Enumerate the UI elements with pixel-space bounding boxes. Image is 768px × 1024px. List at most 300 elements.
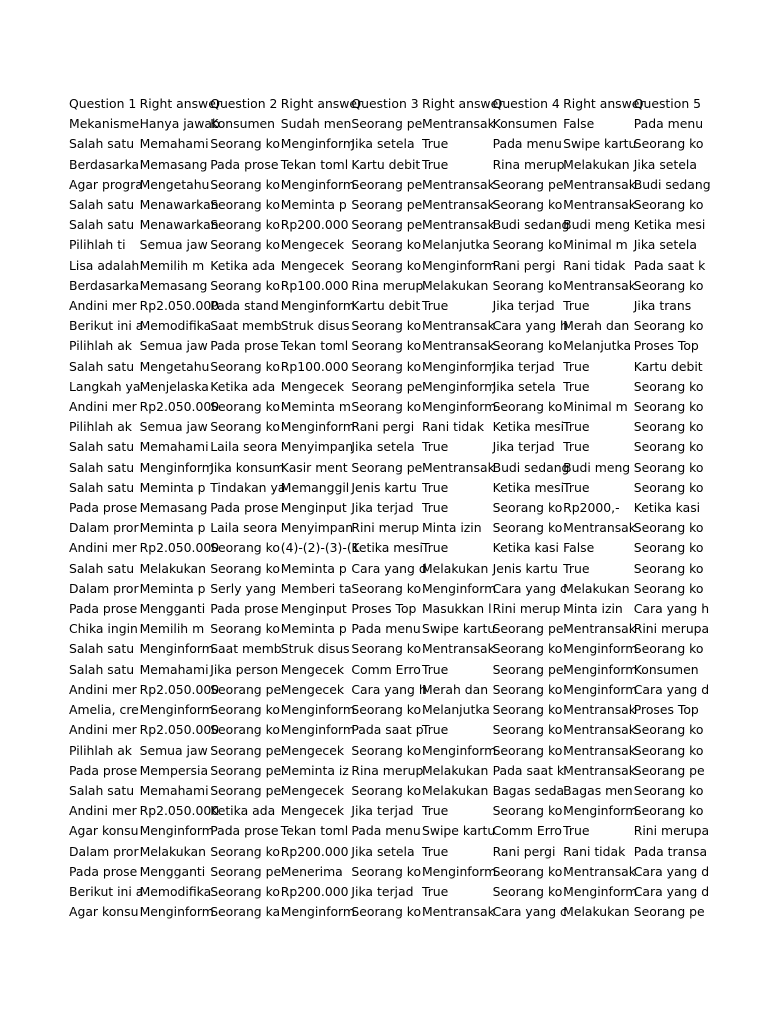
- table-cell[interactable]: Mentransak: [563, 702, 636, 718]
- table-cell[interactable]: Melakukan: [139, 843, 206, 859]
- table-cell[interactable]: Mengecek: [280, 661, 345, 677]
- table-cell[interactable]: Meminta p: [280, 197, 347, 213]
- table-cell[interactable]: Mempersia: [139, 762, 209, 778]
- table-cell[interactable]: Tekan toml: [280, 823, 349, 839]
- table-cell[interactable]: Menawarkan: [139, 217, 219, 233]
- table-cell[interactable]: Pada saat k: [633, 257, 706, 273]
- table-cell[interactable]: Mentransak: [421, 176, 495, 192]
- table-cell[interactable]: Menginform: [421, 863, 497, 879]
- table-cell[interactable]: Seorang ko: [633, 318, 704, 334]
- table-cell[interactable]: Tekan toml: [280, 156, 349, 172]
- table-cell[interactable]: Memodifika: [139, 883, 212, 899]
- table-cell[interactable]: Andini mer: [69, 399, 137, 415]
- table-cell[interactable]: Rp200.000: [280, 843, 349, 859]
- table-cell[interactable]: Salah satu: [69, 560, 135, 576]
- table-cell[interactable]: Ketika kasi: [633, 500, 701, 516]
- table-cell[interactable]: Swipe kartu: [563, 136, 637, 152]
- table-cell[interactable]: Ketika ada: [210, 257, 276, 273]
- table-cell[interactable]: Memberi ta: [280, 580, 352, 596]
- table-cell[interactable]: Menerima: [280, 863, 343, 879]
- table-cell[interactable]: Seorang ko: [210, 197, 280, 213]
- table-cell[interactable]: Seorang ka: [210, 904, 281, 920]
- header-cell[interactable]: Question 1: [69, 96, 137, 111]
- table-cell[interactable]: Swipe kartu: [421, 621, 496, 637]
- table-cell[interactable]: Memahami: [139, 782, 209, 798]
- table-cell[interactable]: Seorang ko: [633, 742, 704, 758]
- table-cell[interactable]: Konsumen: [492, 116, 558, 132]
- table-cell[interactable]: Rani tidak: [563, 257, 626, 273]
- table-cell[interactable]: Seorang pe: [210, 863, 282, 879]
- table-cell[interactable]: Seorang ko: [492, 641, 563, 657]
- table-cell[interactable]: Memasang: [139, 277, 208, 293]
- table-cell[interactable]: Cara yang h: [633, 601, 710, 617]
- table-cell[interactable]: Pada prose: [69, 500, 138, 516]
- table-cell[interactable]: Salah satu: [69, 358, 135, 374]
- table-cell[interactable]: Pada menu: [351, 621, 421, 637]
- table-cell[interactable]: Cara yang h: [492, 318, 568, 334]
- table-cell[interactable]: Seorang ko: [633, 459, 704, 475]
- table-cell[interactable]: Mengecek: [280, 257, 345, 273]
- table-cell[interactable]: Jika terjad: [492, 298, 555, 314]
- table-cell[interactable]: True: [563, 378, 590, 394]
- table-cell[interactable]: Menginput: [280, 500, 347, 516]
- table-cell[interactable]: Amelia, cre: [69, 702, 139, 718]
- table-cell[interactable]: Pada prose: [210, 601, 279, 617]
- table-cell[interactable]: True: [421, 843, 449, 859]
- table-cell[interactable]: Cara yang h: [351, 681, 427, 697]
- table-cell[interactable]: Andini mer: [69, 298, 137, 314]
- table-cell[interactable]: Seorang ko: [492, 500, 563, 516]
- table-cell[interactable]: Seorang ko: [351, 399, 422, 415]
- table-cell[interactable]: Rp100.000: [280, 277, 349, 293]
- table-cell[interactable]: Mengecek: [280, 803, 345, 819]
- header-cell[interactable]: Right answer: [280, 96, 363, 111]
- table-cell[interactable]: (4)-(2)-(3)-(1: [280, 540, 360, 556]
- table-cell[interactable]: Menginform: [563, 641, 638, 657]
- table-cell[interactable]: Kasir ment: [280, 459, 348, 475]
- table-cell[interactable]: Minta izin: [421, 520, 482, 536]
- table-cell[interactable]: Seorang ko: [492, 520, 563, 536]
- table-cell[interactable]: Menginform: [421, 580, 497, 596]
- table-cell[interactable]: True: [421, 661, 449, 677]
- table-cell[interactable]: Mentransak: [563, 176, 636, 192]
- table-cell[interactable]: Memahami: [139, 661, 209, 677]
- table-cell[interactable]: Semua jaw: [139, 742, 208, 758]
- table-cell[interactable]: Mentransak: [421, 641, 495, 657]
- table-cell[interactable]: True: [563, 419, 590, 435]
- table-cell[interactable]: Seorang pe: [351, 217, 423, 233]
- table-cell[interactable]: Mengecek: [280, 742, 345, 758]
- table-cell[interactable]: False: [563, 540, 595, 556]
- table-cell[interactable]: Jenis kartu: [351, 479, 417, 495]
- table-cell[interactable]: Pada menu: [351, 823, 421, 839]
- table-cell[interactable]: Berikut ini a: [69, 883, 144, 899]
- table-cell[interactable]: Seorang ko: [633, 136, 704, 152]
- table-cell[interactable]: True: [421, 540, 449, 556]
- table-cell[interactable]: Laila seora: [210, 520, 278, 536]
- table-cell[interactable]: Pilihlah ak: [69, 338, 132, 354]
- table-cell[interactable]: Pada saat k: [492, 762, 565, 778]
- table-cell[interactable]: Proses Top: [633, 702, 699, 718]
- table-cell[interactable]: Seorang ko: [351, 863, 422, 879]
- table-cell[interactable]: Struk disus: [280, 318, 350, 334]
- table-cell[interactable]: Jika setela: [351, 136, 415, 152]
- table-cell[interactable]: Rp200.000: [280, 217, 349, 233]
- table-cell[interactable]: Jika terjad: [492, 358, 555, 374]
- table-cell[interactable]: Pilihlah ak: [69, 742, 132, 758]
- table-cell[interactable]: Pada menu: [633, 116, 704, 132]
- table-cell[interactable]: Rina merup: [351, 277, 424, 293]
- table-cell[interactable]: Menginform: [421, 378, 497, 394]
- table-cell[interactable]: Rp200.000: [280, 883, 349, 899]
- table-cell[interactable]: Masukkan l: [421, 601, 492, 617]
- table-cell[interactable]: Melanjutka: [421, 702, 490, 718]
- table-cell[interactable]: Semua jaw: [139, 237, 208, 253]
- table-cell[interactable]: Andini mer: [69, 722, 137, 738]
- table-cell[interactable]: Menginform: [280, 722, 355, 738]
- table-cell[interactable]: Rp100.000: [280, 358, 349, 374]
- table-cell[interactable]: Melanjutka: [563, 338, 632, 354]
- table-cell[interactable]: Chika ingin: [69, 621, 138, 637]
- table-cell[interactable]: Memanggil: [280, 479, 350, 495]
- table-cell[interactable]: Memasang: [139, 500, 208, 516]
- table-cell[interactable]: Pada saat p: [351, 722, 424, 738]
- table-cell[interactable]: Menginform: [421, 257, 497, 273]
- table-cell[interactable]: Pada transa: [633, 843, 708, 859]
- table-cell[interactable]: Rini merup: [492, 601, 561, 617]
- table-cell[interactable]: True: [563, 560, 590, 576]
- table-cell[interactable]: Seorang pe: [633, 904, 705, 920]
- table-cell[interactable]: Seorang ko: [633, 722, 704, 738]
- table-cell[interactable]: Seorang ko: [633, 439, 704, 455]
- table-cell[interactable]: Salah satu: [69, 782, 135, 798]
- table-cell[interactable]: Menginform: [421, 742, 497, 758]
- table-cell[interactable]: Seorang ko: [210, 540, 280, 556]
- table-cell[interactable]: Seorang ko: [351, 358, 422, 374]
- table-cell[interactable]: Pada menu: [492, 136, 562, 152]
- table-cell[interactable]: Andini mer: [69, 540, 137, 556]
- table-cell[interactable]: Seorang ko: [492, 681, 563, 697]
- table-cell[interactable]: Menginform: [280, 702, 355, 718]
- table-cell[interactable]: Rp2.050.000: [139, 803, 220, 819]
- table-cell[interactable]: Mengganti: [139, 601, 206, 617]
- table-cell[interactable]: Menginform: [280, 298, 355, 314]
- table-cell[interactable]: Semua jaw: [139, 419, 208, 435]
- table-cell[interactable]: Menginform: [280, 136, 355, 152]
- table-cell[interactable]: True: [421, 803, 449, 819]
- table-cell[interactable]: Mengecek: [280, 237, 345, 253]
- table-cell[interactable]: Rani pergi: [492, 257, 556, 273]
- table-cell[interactable]: Mentransak: [563, 277, 636, 293]
- table-cell[interactable]: Melakukan: [421, 782, 489, 798]
- table-cell[interactable]: Meminta p: [139, 479, 206, 495]
- table-cell[interactable]: Rani tidak: [563, 843, 626, 859]
- table-cell[interactable]: Seorang pe: [351, 116, 423, 132]
- table-cell[interactable]: Mentransak: [421, 197, 495, 213]
- table-cell[interactable]: Seorang ko: [210, 722, 280, 738]
- table-cell[interactable]: Seorang ko: [210, 843, 280, 859]
- table-cell[interactable]: Comm Erro: [492, 823, 562, 839]
- table-cell[interactable]: Jika trans: [633, 298, 692, 314]
- table-cell[interactable]: Mengecek: [280, 681, 345, 697]
- table-cell[interactable]: Mengetahu: [139, 176, 210, 192]
- table-cell[interactable]: Salah satu: [69, 136, 135, 152]
- table-cell[interactable]: Menyimpan: [280, 520, 354, 536]
- table-cell[interactable]: Seorang ko: [210, 237, 280, 253]
- table-cell[interactable]: Seorang ko: [351, 702, 422, 718]
- table-cell[interactable]: Ketika mesi: [351, 540, 423, 556]
- table-cell[interactable]: Seorang ko: [351, 580, 422, 596]
- table-cell[interactable]: Seorang ko: [351, 742, 422, 758]
- header-cell[interactable]: Right answer: [421, 96, 504, 111]
- table-cell[interactable]: Seorang ko: [210, 419, 280, 435]
- table-cell[interactable]: Seorang ko: [492, 197, 563, 213]
- table-cell[interactable]: Jika terjad: [492, 439, 555, 455]
- table-cell[interactable]: Jika terjad: [351, 803, 414, 819]
- table-cell[interactable]: Seorang ko: [351, 641, 422, 657]
- table-cell[interactable]: True: [421, 156, 449, 172]
- table-cell[interactable]: Lisa adalah: [69, 257, 140, 273]
- table-cell[interactable]: Seorang ko: [210, 702, 280, 718]
- table-cell[interactable]: Bagas men: [563, 782, 633, 798]
- table-cell[interactable]: Bagas seda: [492, 782, 565, 798]
- table-cell[interactable]: Berdasarka: [69, 156, 140, 172]
- table-cell[interactable]: Salah satu: [69, 459, 135, 475]
- table-cell[interactable]: Seorang pe: [351, 176, 423, 192]
- table-cell[interactable]: Memilih m: [139, 257, 205, 273]
- table-cell[interactable]: Saat memb: [210, 641, 282, 657]
- table-cell[interactable]: Pada prose: [210, 500, 279, 516]
- table-cell[interactable]: Ketika ada: [210, 803, 276, 819]
- table-cell[interactable]: Rani tidak: [421, 419, 485, 435]
- table-cell[interactable]: Menginform: [421, 358, 497, 374]
- table-cell[interactable]: Proses Top: [633, 338, 699, 354]
- table-cell[interactable]: Budi sedang: [492, 459, 570, 475]
- table-cell[interactable]: Proses Top: [351, 601, 417, 617]
- table-cell[interactable]: Kartu debit: [351, 298, 421, 314]
- table-cell[interactable]: Dalam pror: [69, 580, 139, 596]
- table-cell[interactable]: Seorang ko: [210, 883, 280, 899]
- table-cell[interactable]: Salah satu: [69, 439, 135, 455]
- table-cell[interactable]: Budi meng: [563, 217, 631, 233]
- table-cell[interactable]: Seorang ko: [210, 358, 280, 374]
- table-cell[interactable]: Mentransak: [563, 762, 636, 778]
- table-cell[interactable]: Pada prose: [69, 601, 138, 617]
- table-cell[interactable]: Seorang ko: [492, 277, 563, 293]
- table-cell[interactable]: Agar progra: [69, 176, 143, 192]
- table-cell[interactable]: Ketika mesi: [633, 217, 706, 233]
- table-cell[interactable]: Seorang ko: [210, 217, 280, 233]
- table-cell[interactable]: Rina merup: [351, 762, 424, 778]
- table-cell[interactable]: Dalam pror: [69, 520, 139, 536]
- table-cell[interactable]: Minimal m: [563, 237, 628, 253]
- table-cell[interactable]: Melakukan: [421, 762, 489, 778]
- table-cell[interactable]: Menginform: [563, 661, 638, 677]
- table-cell[interactable]: Menginform: [421, 399, 497, 415]
- table-cell[interactable]: Salah satu: [69, 479, 135, 495]
- table-cell[interactable]: True: [563, 439, 590, 455]
- table-cell[interactable]: Seorang ko: [210, 621, 280, 637]
- table-cell[interactable]: Menginform: [563, 681, 638, 697]
- table-cell[interactable]: Sudah men: [280, 116, 352, 132]
- table-cell[interactable]: Konsumen: [633, 661, 699, 677]
- table-cell[interactable]: Rp2.050.000: [139, 540, 220, 556]
- table-cell[interactable]: Ketika kasi: [492, 540, 559, 556]
- table-cell[interactable]: Jika terjad: [351, 883, 414, 899]
- table-cell[interactable]: Mengetahu: [139, 358, 210, 374]
- table-cell[interactable]: Serly yang: [210, 580, 277, 596]
- table-cell[interactable]: Menginform: [139, 641, 214, 657]
- table-cell[interactable]: Menjelaska: [139, 378, 209, 394]
- table-cell[interactable]: Jika person: [210, 661, 279, 677]
- table-cell[interactable]: Meminta p: [280, 621, 347, 637]
- table-cell[interactable]: Mengecek: [280, 378, 345, 394]
- table-cell[interactable]: Mentransak: [421, 904, 495, 920]
- table-cell[interactable]: Dalam pror: [69, 843, 139, 859]
- table-cell[interactable]: Meminta m: [280, 399, 351, 415]
- table-cell[interactable]: Seorang pe: [492, 661, 564, 677]
- table-cell[interactable]: Salah satu: [69, 197, 135, 213]
- table-cell[interactable]: Budi sedang: [633, 176, 711, 192]
- table-cell[interactable]: Rp2000,-: [563, 500, 620, 516]
- table-cell[interactable]: Seorang ko: [210, 399, 280, 415]
- table-cell[interactable]: Seorang ko: [351, 257, 422, 273]
- table-cell[interactable]: Seorang ko: [351, 782, 422, 798]
- table-cell[interactable]: Jika setela: [351, 843, 415, 859]
- table-cell[interactable]: Budi sedang: [492, 217, 570, 233]
- table-cell[interactable]: Mengganti: [139, 863, 206, 879]
- table-cell[interactable]: Minimal m: [563, 399, 628, 415]
- table-cell[interactable]: Mentransak: [563, 520, 636, 536]
- table-cell[interactable]: False: [563, 116, 595, 132]
- table-cell[interactable]: Seorang ko: [492, 399, 563, 415]
- table-cell[interactable]: Menginform: [139, 904, 214, 920]
- table-cell[interactable]: Seorang ko: [633, 479, 704, 495]
- table-cell[interactable]: Berikut ini a: [69, 318, 144, 334]
- header-cell[interactable]: Question 3: [351, 96, 419, 111]
- header-cell[interactable]: Right answer: [563, 96, 645, 111]
- table-cell[interactable]: True: [421, 883, 449, 899]
- table-cell[interactable]: Tindakan ya: [210, 479, 286, 495]
- table-cell[interactable]: Melakukan: [139, 560, 206, 576]
- table-cell[interactable]: Mentransak: [563, 197, 636, 213]
- table-cell[interactable]: Rini merup: [351, 520, 420, 536]
- table-cell[interactable]: Seorang ko: [633, 580, 704, 596]
- table-cell[interactable]: True: [421, 479, 449, 495]
- table-cell[interactable]: Seorang ko: [492, 803, 563, 819]
- table-cell[interactable]: Rani pergi: [492, 843, 556, 859]
- table-cell[interactable]: Melakukan: [421, 560, 489, 576]
- table-cell[interactable]: Rini merupa: [633, 621, 710, 637]
- table-cell[interactable]: Merah dan: [563, 318, 630, 334]
- table-cell[interactable]: Seorang ko: [492, 883, 563, 899]
- table-cell[interactable]: Struk disus: [280, 641, 350, 657]
- table-cell[interactable]: Seorang ko: [633, 277, 704, 293]
- table-cell[interactable]: Salah satu: [69, 641, 135, 657]
- table-cell[interactable]: Comm Erro: [351, 661, 421, 677]
- table-cell[interactable]: Tekan toml: [280, 338, 349, 354]
- table-cell[interactable]: Hanya jawab: [139, 116, 220, 132]
- table-cell[interactable]: Rp2.050.000: [139, 722, 220, 738]
- table-cell[interactable]: Cara yang d: [351, 560, 427, 576]
- table-cell[interactable]: Kartu debit: [633, 358, 703, 374]
- table-cell[interactable]: Cara yang d: [633, 863, 710, 879]
- table-cell[interactable]: Cara yang c: [492, 904, 567, 920]
- table-cell[interactable]: Seorang ko: [492, 702, 563, 718]
- table-cell[interactable]: Pilihlah ak: [69, 419, 132, 435]
- table-cell[interactable]: True: [421, 298, 449, 314]
- table-cell[interactable]: Seorang pe: [210, 782, 282, 798]
- table-cell[interactable]: Jika setela: [492, 378, 556, 394]
- table-cell[interactable]: Mentransak: [563, 742, 636, 758]
- table-cell[interactable]: Seorang ko: [210, 176, 280, 192]
- table-cell[interactable]: Seorang ko: [210, 277, 280, 293]
- table-cell[interactable]: Seorang ko: [633, 520, 704, 536]
- table-cell[interactable]: Seorang ko: [492, 742, 563, 758]
- table-cell[interactable]: Pada prose: [210, 823, 279, 839]
- table-cell[interactable]: Menginform: [563, 803, 638, 819]
- table-cell[interactable]: Konsumen: [210, 116, 275, 132]
- table-cell[interactable]: Jika setela: [351, 439, 415, 455]
- table-cell[interactable]: Mentransak: [563, 863, 636, 879]
- table-cell[interactable]: Memahami: [139, 136, 209, 152]
- table-cell[interactable]: True: [421, 136, 449, 152]
- table-cell[interactable]: True: [421, 500, 449, 516]
- table-cell[interactable]: Memahami: [139, 439, 209, 455]
- table-cell[interactable]: Rp2.050.000: [139, 298, 220, 314]
- table-cell[interactable]: Seorang ko: [633, 803, 704, 819]
- table-cell[interactable]: Jika terjad: [351, 500, 414, 516]
- table-cell[interactable]: Pada stand: [210, 298, 279, 314]
- table-cell[interactable]: Mentransak: [421, 217, 495, 233]
- table-cell[interactable]: Seorang ko: [492, 338, 563, 354]
- table-cell[interactable]: Seorang pe: [492, 176, 564, 192]
- table-cell[interactable]: Rp2.050.000: [139, 681, 220, 697]
- table-cell[interactable]: Andini mer: [69, 803, 137, 819]
- table-cell[interactable]: Andini mer: [69, 681, 137, 697]
- table-cell[interactable]: Semua jaw: [139, 338, 208, 354]
- table-cell[interactable]: Melakukan: [563, 580, 630, 596]
- table-cell[interactable]: Melakukan: [563, 904, 630, 920]
- table-cell[interactable]: Cara yang d: [633, 681, 710, 697]
- table-cell[interactable]: Salah satu: [69, 661, 135, 677]
- table-cell[interactable]: Meminta p: [280, 560, 347, 576]
- table-cell[interactable]: Pada prose: [210, 156, 279, 172]
- table-cell[interactable]: Seorang ko: [492, 722, 563, 738]
- table-cell[interactable]: Menginform: [563, 883, 638, 899]
- table-cell[interactable]: Seorang pe: [351, 197, 423, 213]
- table-cell[interactable]: Seorang pe: [210, 742, 282, 758]
- table-cell[interactable]: Seorang pe: [351, 459, 423, 475]
- table-cell[interactable]: Jenis kartu: [492, 560, 558, 576]
- table-cell[interactable]: Rp2.050.000: [139, 399, 220, 415]
- table-cell[interactable]: True: [421, 722, 449, 738]
- table-cell[interactable]: Seorang ko: [633, 378, 704, 394]
- header-cell[interactable]: Question 4: [492, 96, 560, 111]
- table-cell[interactable]: Seorang pe: [351, 378, 423, 394]
- table-cell[interactable]: Menginform: [280, 419, 355, 435]
- table-cell[interactable]: Seorang ko: [633, 782, 704, 798]
- table-cell[interactable]: Memilih m: [139, 621, 205, 637]
- table-cell[interactable]: Menginform: [139, 823, 214, 839]
- table-cell[interactable]: Mentransak: [421, 116, 495, 132]
- table-cell[interactable]: Seorang ko: [633, 540, 704, 556]
- table-cell[interactable]: Seorang ko: [351, 237, 422, 253]
- table-cell[interactable]: Berdasarka: [69, 277, 140, 293]
- table-cell[interactable]: Seorang pe: [210, 681, 282, 697]
- table-cell[interactable]: Memodifika: [139, 318, 212, 334]
- table-cell[interactable]: Seorang ko: [633, 419, 704, 435]
